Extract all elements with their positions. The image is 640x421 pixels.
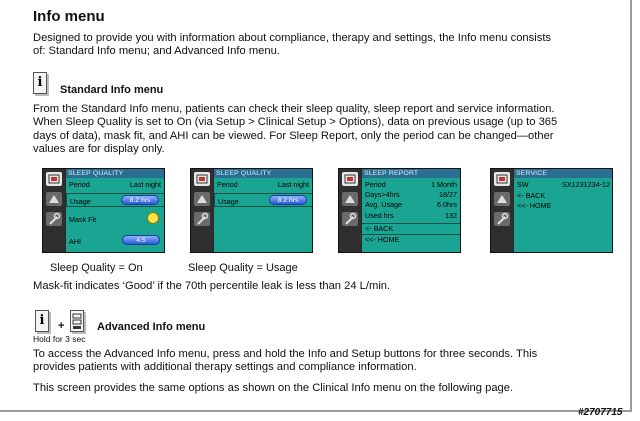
row-value: 1 Month	[431, 180, 457, 189]
advanced-info-paragraph	[33, 348, 537, 375]
row-label: AHI	[69, 237, 81, 246]
advanced-info-heading: Advanced Info menu	[97, 321, 206, 333]
back-menu-item	[362, 223, 461, 233]
wrench-tab-icon	[494, 212, 510, 226]
wrench-tab-icon	[342, 212, 358, 226]
mask-fit-note: Mask-fit indicates ‘Good’ if the 70th percentile leak is less than 24 L/min.	[33, 280, 391, 292]
screen-sidebar	[43, 169, 65, 253]
row-label: SW	[517, 180, 529, 189]
wrench-tab-icon	[194, 212, 210, 226]
advanced-info-line: To access the Advanced Info menu, press and hold the Info and Setup buttons for three seconds. This	[33, 348, 538, 360]
info-tab-icon	[494, 172, 510, 186]
usage-pill: 8.2 hrs	[269, 195, 307, 205]
info-button-icon: i	[35, 310, 49, 332]
home-menu-item	[362, 234, 461, 244]
row-label: Period	[69, 180, 90, 189]
sleep-report-screen	[338, 168, 461, 253]
row-label: <- BACK	[365, 224, 394, 233]
screen-sidebar	[491, 169, 513, 253]
screen-header: SLEEP QUALITY	[66, 169, 165, 178]
usage-pill: 8.2 hrs	[121, 195, 159, 205]
row-label: <<- HOME	[365, 235, 400, 244]
row-value: Last night	[277, 180, 309, 189]
screen-content	[66, 169, 165, 253]
row-value: Last night	[129, 180, 161, 189]
mask-tab-icon	[46, 192, 62, 206]
info-tab-icon	[46, 172, 62, 186]
advanced-footer: This screen provides the same options as shown on the Clinical Info menu on the following page.	[33, 382, 514, 394]
row-label: Days>4hrs	[365, 190, 400, 199]
screen-row-selected	[214, 193, 313, 207]
sleep-quality-usage-screen	[190, 168, 313, 253]
mask-tab-icon	[194, 192, 210, 206]
row-value: 132	[445, 211, 457, 220]
standard-info-line: values are for display only.	[33, 143, 165, 156]
row-label: Period	[365, 180, 386, 189]
standard-info-line: When Sleep Quality is set to On (via Setup > Clinical Setup > Options), data on previous usage (up to 365	[33, 116, 558, 129]
wrench-tab-icon	[46, 212, 62, 226]
page-title: Info menu	[33, 8, 105, 25]
mask-tab-icon	[494, 192, 510, 206]
intro-line: of: Standard Info menu; and Advanced Info menu.	[33, 45, 280, 58]
screen-caption: Sleep Quality = Usage	[188, 262, 298, 274]
row-label: <- BACK	[517, 191, 546, 200]
row-value: 18/27	[439, 190, 457, 199]
advanced-info-line: provides patients with additional therapy settings and compliance information.	[33, 361, 417, 374]
screen-header: SLEEP REPORT	[362, 169, 461, 178]
smiley-icon	[147, 212, 159, 224]
info-button-icon: i	[33, 72, 47, 94]
plus-sign: +	[58, 320, 65, 332]
row-label: Mask Fit	[69, 215, 97, 224]
image-id-watermark: #2707715	[578, 407, 623, 418]
screen-sidebar	[191, 169, 213, 253]
row-label: Period	[217, 180, 238, 189]
info-tab-icon	[342, 172, 358, 186]
screen-caption: Sleep Quality = On	[50, 262, 143, 274]
screen-content	[214, 169, 313, 253]
service-screen	[490, 168, 613, 253]
screen-sidebar	[339, 169, 361, 253]
row-label: Used hrs	[365, 211, 394, 220]
screen-row-selected	[66, 193, 165, 207]
sleep-quality-on-screen	[42, 168, 165, 253]
info-tab-icon	[194, 172, 210, 186]
row-label: Avg. Usage	[365, 200, 403, 209]
ahi-pill: 4.5	[122, 235, 160, 245]
standard-info-paragraph	[33, 103, 557, 157]
row-value: SX1231234-12	[562, 180, 610, 189]
standard-info-heading: Standard Info menu	[60, 84, 164, 96]
screen-header: SLEEP QUALITY	[214, 169, 313, 178]
screen-header: SERVICE	[514, 169, 613, 178]
screen-content	[514, 169, 613, 253]
standard-info-line: From the Standard Info menu, patients can check their sleep quality, sleep report and service information.	[33, 103, 555, 115]
intro-line: Designed to provide you with information about compliance, therapy and settings, the Info menu consists	[33, 32, 552, 44]
standard-info-line: days of data), mask fit, and AHI can be viewed. For Sleep Report, only the period can be changed—other	[33, 129, 554, 142]
row-label: Usage	[70, 197, 91, 206]
mask-tab-icon	[342, 192, 358, 206]
row-value: 6.0hrs	[437, 200, 457, 209]
setup-button-icon	[70, 310, 84, 332]
screen-content	[362, 169, 461, 253]
row-label: <<- HOME	[517, 201, 552, 210]
row-label: Usage	[218, 197, 239, 206]
hold-instruction: Hold for 3 sec	[33, 334, 86, 344]
intro-paragraph	[33, 32, 551, 59]
